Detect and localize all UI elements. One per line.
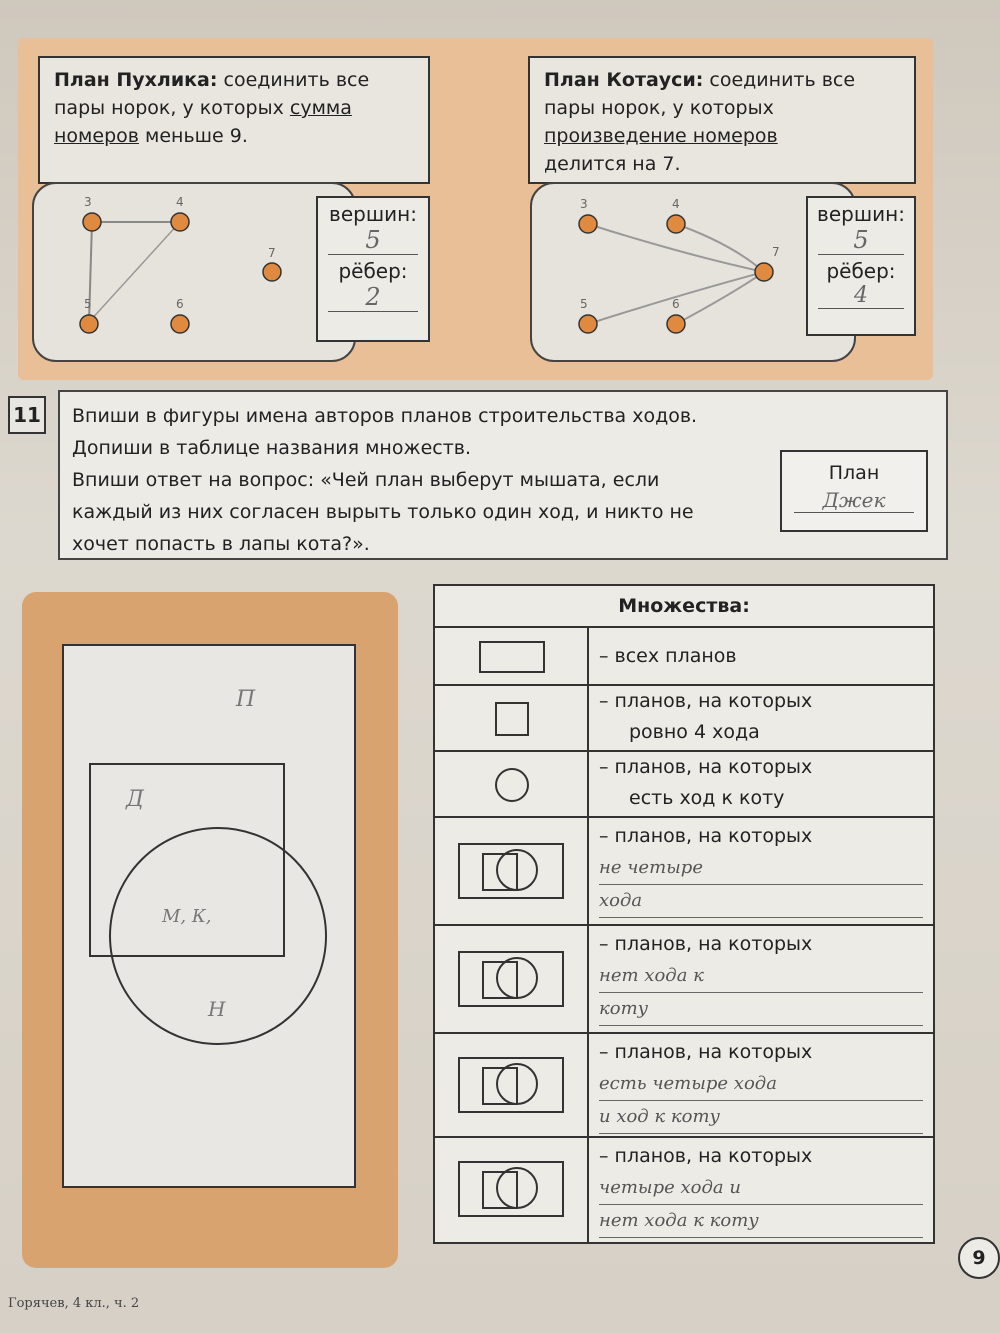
answer-value: Джек bbox=[794, 488, 914, 513]
vertices-label: вершин: bbox=[817, 202, 905, 226]
table-row bbox=[435, 628, 933, 686]
set-description bbox=[589, 752, 933, 816]
table-row bbox=[435, 752, 933, 818]
handwritten-answer[interactable]: не четыре bbox=[599, 852, 923, 885]
answer-label: План bbox=[828, 462, 880, 484]
table-row bbox=[435, 686, 933, 752]
edges-value: 4 bbox=[818, 283, 904, 309]
plan-kotausi-underlined: произведение номеров bbox=[544, 125, 778, 147]
set-description bbox=[589, 686, 933, 750]
vertices-value: 5 bbox=[818, 226, 904, 255]
node-label: 6 bbox=[672, 297, 680, 311]
combo-icon bbox=[435, 926, 589, 1032]
node-7 bbox=[755, 263, 773, 281]
plan-pukhlik-text-5: меньше 9. bbox=[145, 125, 248, 147]
set-description bbox=[589, 1138, 933, 1242]
node-label: 4 bbox=[176, 195, 184, 209]
edges-label: рёбер: bbox=[826, 259, 896, 283]
answer-box[interactable] bbox=[780, 450, 928, 532]
set-description-line: – планов, на которых bbox=[599, 1145, 813, 1167]
handwritten-answer[interactable]: и ход к коту bbox=[599, 1101, 923, 1134]
node-label: 5 bbox=[84, 297, 92, 311]
vertices-value: 5 bbox=[328, 226, 418, 255]
sets-table bbox=[433, 584, 935, 1244]
node-label: 7 bbox=[772, 245, 780, 259]
node-3 bbox=[83, 213, 101, 231]
set-description-line: есть ход к коту bbox=[629, 787, 785, 809]
set-description-line: – планов, на которых bbox=[599, 756, 813, 778]
edges-label: рёбер: bbox=[338, 259, 408, 283]
table-row bbox=[435, 818, 933, 926]
set-description bbox=[589, 926, 933, 1032]
set-description bbox=[589, 1034, 933, 1136]
graph-svg bbox=[34, 184, 354, 360]
venn-svg bbox=[64, 646, 354, 1186]
node-label: 6 bbox=[176, 297, 184, 311]
venn-outer-rectangle bbox=[62, 644, 356, 1188]
node-7 bbox=[263, 263, 281, 281]
plan-pukhlik-counts bbox=[316, 196, 430, 342]
footer-credit: Горячев, 4 кл., ч. 2 bbox=[8, 1296, 140, 1311]
task-line-1: Впиши в фигуры имена авторов планов строительства ходов. bbox=[72, 405, 698, 427]
table-row bbox=[435, 1138, 933, 1242]
rectangle-icon bbox=[435, 628, 589, 684]
handwritten-answer[interactable]: нет хода к bbox=[599, 960, 923, 993]
task-line-4: каждый из них согласен вырыть только один ход, и никто не bbox=[72, 501, 694, 523]
set-description-line: – планов, на которых bbox=[599, 690, 813, 712]
plan-pukhlik-text: соединить все bbox=[223, 69, 370, 91]
node-label: 3 bbox=[580, 197, 588, 211]
vertices-label: вершин: bbox=[329, 202, 417, 226]
page-number: 9 bbox=[958, 1237, 1000, 1279]
plan-pukhlik-underlined-2: номеров bbox=[54, 125, 139, 147]
combo-icon bbox=[435, 818, 589, 924]
circle-icon bbox=[435, 752, 589, 816]
plan-pukhlik-underlined-1: сумма bbox=[289, 97, 352, 119]
plan-pukhlik-title: План Пухлика: bbox=[54, 69, 218, 91]
plan-kotausi-text-2: пары норок, у которых bbox=[544, 97, 774, 119]
node-label: 5 bbox=[580, 297, 588, 311]
plan-kotausi-box bbox=[528, 56, 916, 184]
venn-square bbox=[90, 764, 284, 956]
handwritten-answer[interactable]: нет хода к коту bbox=[599, 1205, 923, 1238]
sets-title: Множества: bbox=[435, 586, 933, 628]
node-label: 3 bbox=[84, 195, 92, 209]
task-line-5: хочет попасть в лапы кота?». bbox=[72, 533, 370, 555]
node-5 bbox=[579, 315, 597, 333]
handwritten-answer[interactable]: хода bbox=[599, 885, 923, 918]
plan-kotausi-text: соединить все bbox=[709, 69, 856, 91]
node-label: 7 bbox=[268, 246, 276, 260]
set-description bbox=[589, 818, 933, 924]
plan-pukhlik-box bbox=[38, 56, 430, 184]
task-number: 11 bbox=[8, 396, 46, 434]
edges-value: 2 bbox=[328, 283, 418, 312]
node-3 bbox=[579, 215, 597, 233]
set-description-line: – планов, на которых bbox=[599, 1041, 813, 1063]
task-line-2: Допиши в таблице названия множеств. bbox=[72, 437, 472, 459]
square-icon bbox=[435, 686, 589, 750]
table-row bbox=[435, 1034, 933, 1138]
task-line-3: Впиши ответ на вопрос: «Чей план выберут мышата, если bbox=[72, 469, 660, 491]
plan-pukhlik-graph bbox=[32, 182, 356, 362]
set-description-line: ровно 4 хода bbox=[629, 721, 760, 743]
plan-kotausi-counts bbox=[806, 196, 916, 336]
plan-kotausi-title: План Котауси: bbox=[544, 69, 704, 91]
handwritten-answer[interactable]: четыре хода и bbox=[599, 1172, 923, 1205]
combo-icon bbox=[435, 1034, 589, 1136]
node-4 bbox=[171, 213, 189, 231]
venn-label-square: Д bbox=[126, 787, 144, 812]
venn-label-intersection: М, К, bbox=[162, 906, 212, 927]
set-description-line: – планов, на которых bbox=[599, 933, 813, 955]
handwritten-answer[interactable]: есть четыре хода bbox=[599, 1068, 923, 1101]
node-label: 4 bbox=[672, 197, 680, 211]
venn-label-outer: П bbox=[236, 687, 256, 712]
plan-pukhlik-text-2: пары норок, у которых bbox=[54, 97, 284, 119]
node-6 bbox=[667, 315, 685, 333]
combo-icon bbox=[435, 1138, 589, 1242]
venn-label-circle: Н bbox=[208, 997, 226, 1021]
plan-kotausi-text-4: делится на 7. bbox=[544, 153, 681, 175]
table-row bbox=[435, 926, 933, 1034]
node-4 bbox=[667, 215, 685, 233]
set-description: – всех планов bbox=[599, 645, 737, 667]
node-5 bbox=[80, 315, 98, 333]
node-6 bbox=[171, 315, 189, 333]
set-description-line: – планов, на которых bbox=[599, 825, 813, 847]
handwritten-answer[interactable]: коту bbox=[599, 993, 923, 1026]
